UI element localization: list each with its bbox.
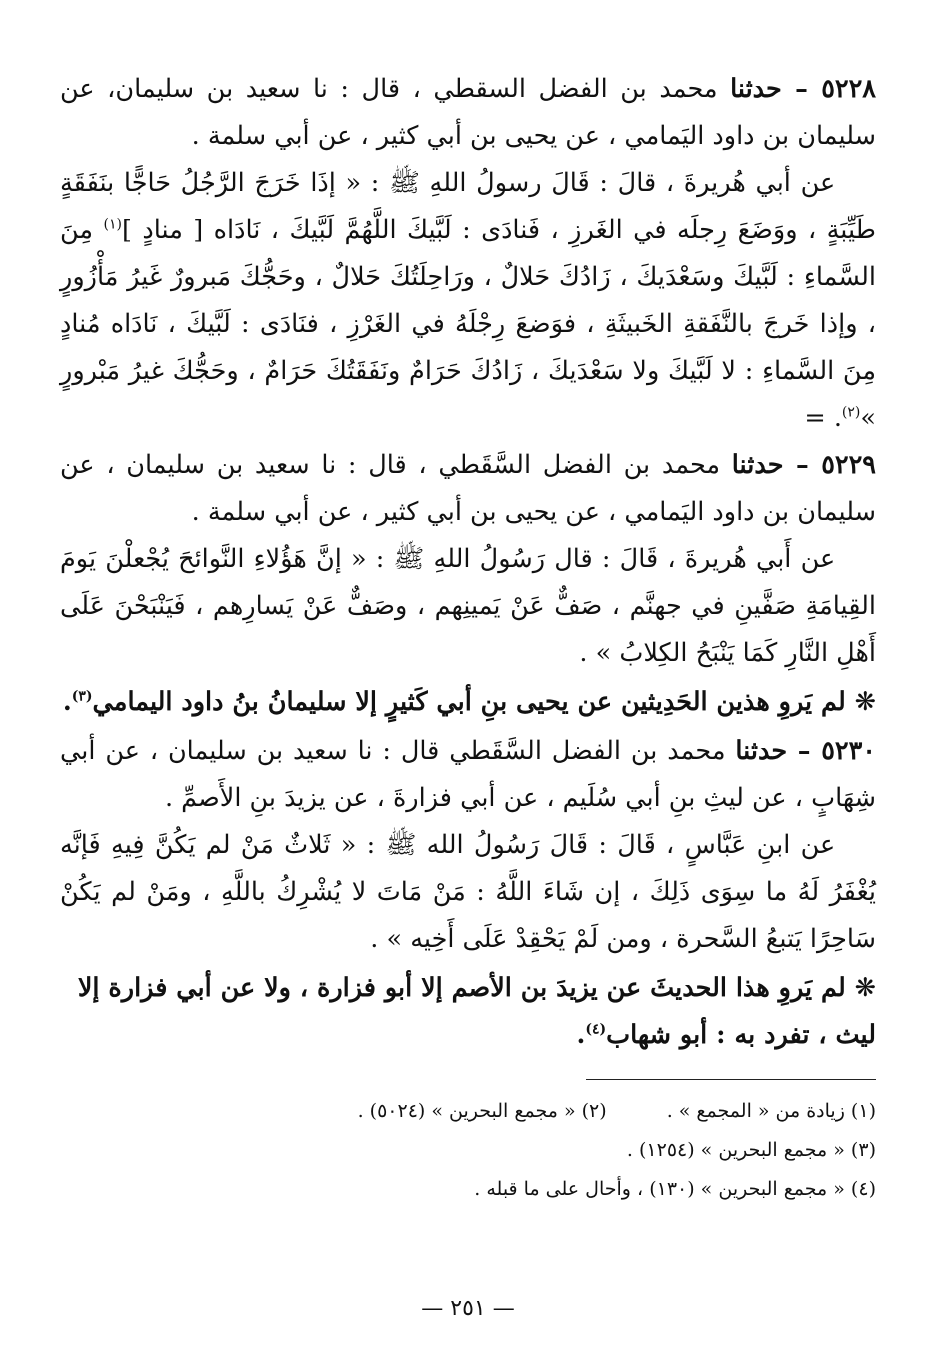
haddathana-label: حدثنا <box>730 74 782 104</box>
hadith-matn <box>60 822 876 963</box>
hadith-matn <box>60 536 876 677</box>
isnad-text: محمد بن الفضل السَّقَطي قال : نا سعيد بن سليمان ، عن أبي شِهَابٍ ، عن ليثِ بنِ أبي سُلَيم ، عن أبي فزارةَ ، عن يزيدَ بنِ الأَصمِّ . <box>60 736 876 813</box>
star-icon: ❋ <box>854 687 876 717</box>
matn-text: عن أبي هُريرةَ ، قالَ : قَالَ رسولُ اللهِ ﷺ : « إذَا خَرَجَ الرَّجُلُ حَاجًّا بنَفَقَةٍ طَيِّبَةٍ ، ووَضَعَ رِجلَه في الغَرزِ ، فَنادَى : لَبَّيكَ اللَّهُمَّ لَبَّيكَ ، نَادَاه [ منادٍ ] <box>60 168 876 245</box>
editor-note <box>60 965 876 1059</box>
matn-end: . = <box>804 403 842 433</box>
star-icon: ❋ <box>854 973 876 1003</box>
matn-text-continued: مِنَ السَّماءِ : لَبَّيكَ وسَعْدَيكَ ، زَادُكَ حَلالٌ ، ورَاحِلَتُكَ حَلالٌ ، وحَجُّكَ مَبرورٌ غَيرُ مَأْزُورٍ ، وإذا خَرجَ بالنَّفَقةِ الخَبيثَةِ ، فوَضعَ رِجْلَهُ في الغَرْزِ ، فنَادَى : لَبَّيكَ ، نَادَاه مُنادٍ مِنَ السَّماءِ : لا لَبَّيكَ ولا سَعْدَيكَ ، زَادُكَ حَرَامٌ ونَفَقَتُكَ حَرَامٌ ، وحَجُّكَ غيرُ مَبْرورٍ » <box>60 215 876 433</box>
footnote-row <box>60 1092 876 1131</box>
footnote-1: (١) زيادة من « المجمع » . <box>666 1100 876 1122</box>
footnote-ref: (٢) <box>841 404 861 421</box>
note-text: لم يَروِ هذا الحديثَ عن يزيدَ بن الأصم إلا أبو فزارة ، ولا عن أبي فزارة إلا ليث ، تفرد به : أبو شهاب <box>77 973 876 1050</box>
footnote-4: (٤) « مجمع البحرين » (١٣٠) ، وأحال على ما قبله . <box>474 1178 876 1200</box>
isnad-text: محمد بن الفضل السَّقَطي ، قال : نا سعيد بن سليمان ، عن سليمان بن داود اليَمامي ، عن يحيى بن أبي كثير ، عن أبي سلمة . <box>60 450 876 527</box>
matn-text: عن ابنِ عَبَّاسٍ ، قَالَ : قَالَ رَسُولُ الله ﷺ : « ثَلاثٌ مَنْ لم يَكُنَّ فِيهِ فَإنَّه يُغْفَرُ لَهُ ما سِوَى ذَلِكَ ، إن شَاءَ اللَّهُ : مَنْ مَاتَ لا يُشْرِكُ باللَّهِ ، ومَنْ لم يَكُنْ سَاحِرًا يَتبعُ السَّحرة ، ومن لَمْ يَحْقِدْ عَلَى أَخِيه » . <box>60 830 876 954</box>
haddathana-label: حدثنا <box>731 450 784 480</box>
footnote-ref: (١) <box>103 216 122 233</box>
hadith-5229 <box>60 442 876 677</box>
note-end: . <box>62 687 72 717</box>
haddathana-label: حدثنا <box>735 736 788 766</box>
matn-text: عن أَبي هُريرةَ ، قَالَ : قال رَسُولُ اللهِ ﷺ : « إنَّ هَؤُلاءِ النَّوائحَ يُجْعلْنَ يَومَ القِيامَةِ صَفَّينِ في جهنَّم ، صَفٌّ عَنْ يَمينِهم ، وصَفٌّ عَنْ يَسارِهم ، فَيَنْبَحْنَ عَلَى أَهْلِ النَّارِ كَمَا يَنْبَحُ الكِلابُ » . <box>60 544 876 668</box>
editor-note <box>60 679 876 726</box>
footnotes <box>60 1092 876 1209</box>
note-end: . <box>576 1020 586 1050</box>
hadith-number: ٥٢٣٠ <box>821 736 876 766</box>
footnote-separator <box>586 1079 876 1080</box>
hadith-dash: – <box>787 736 822 766</box>
hadith-number: ٥٢٢٨ <box>821 74 876 104</box>
hadith-matn <box>60 160 876 442</box>
hadith-number: ٥٢٢٩ <box>821 450 876 480</box>
footnote-ref: (٤) <box>585 1021 607 1038</box>
hadith-dash: – <box>783 450 822 480</box>
footnote-ref: (٣) <box>71 688 93 705</box>
page-number: — ٢٥١ — <box>421 1296 515 1321</box>
hadith-5228 <box>60 66 876 442</box>
hadith-dash: – <box>781 74 822 104</box>
hadith-isnad <box>60 66 876 160</box>
isnad-text: محمد بن الفضل السقطي ، قال : نا سعيد بن سليمان، عن سليمان بن داود اليَمامي ، عن يحيى بن أبي كثير ، عن أبي سلمة . <box>60 74 876 151</box>
hadith-isnad <box>60 442 876 536</box>
footnote-3: (٣) « مجمع البحرين » (١٢٥٤) . <box>626 1139 876 1161</box>
note-text: لم يَروِ هذين الحَدِيثين عن يحيى بنِ أبي كَثيرٍ إلا سليمانُ بنُ داود اليمامي <box>92 687 855 717</box>
hadith-isnad <box>60 728 876 822</box>
hadith-5230 <box>60 728 876 963</box>
footnote-2: (٢) « مجمع البحرين » (٥٠٢٤) . <box>357 1100 607 1122</box>
